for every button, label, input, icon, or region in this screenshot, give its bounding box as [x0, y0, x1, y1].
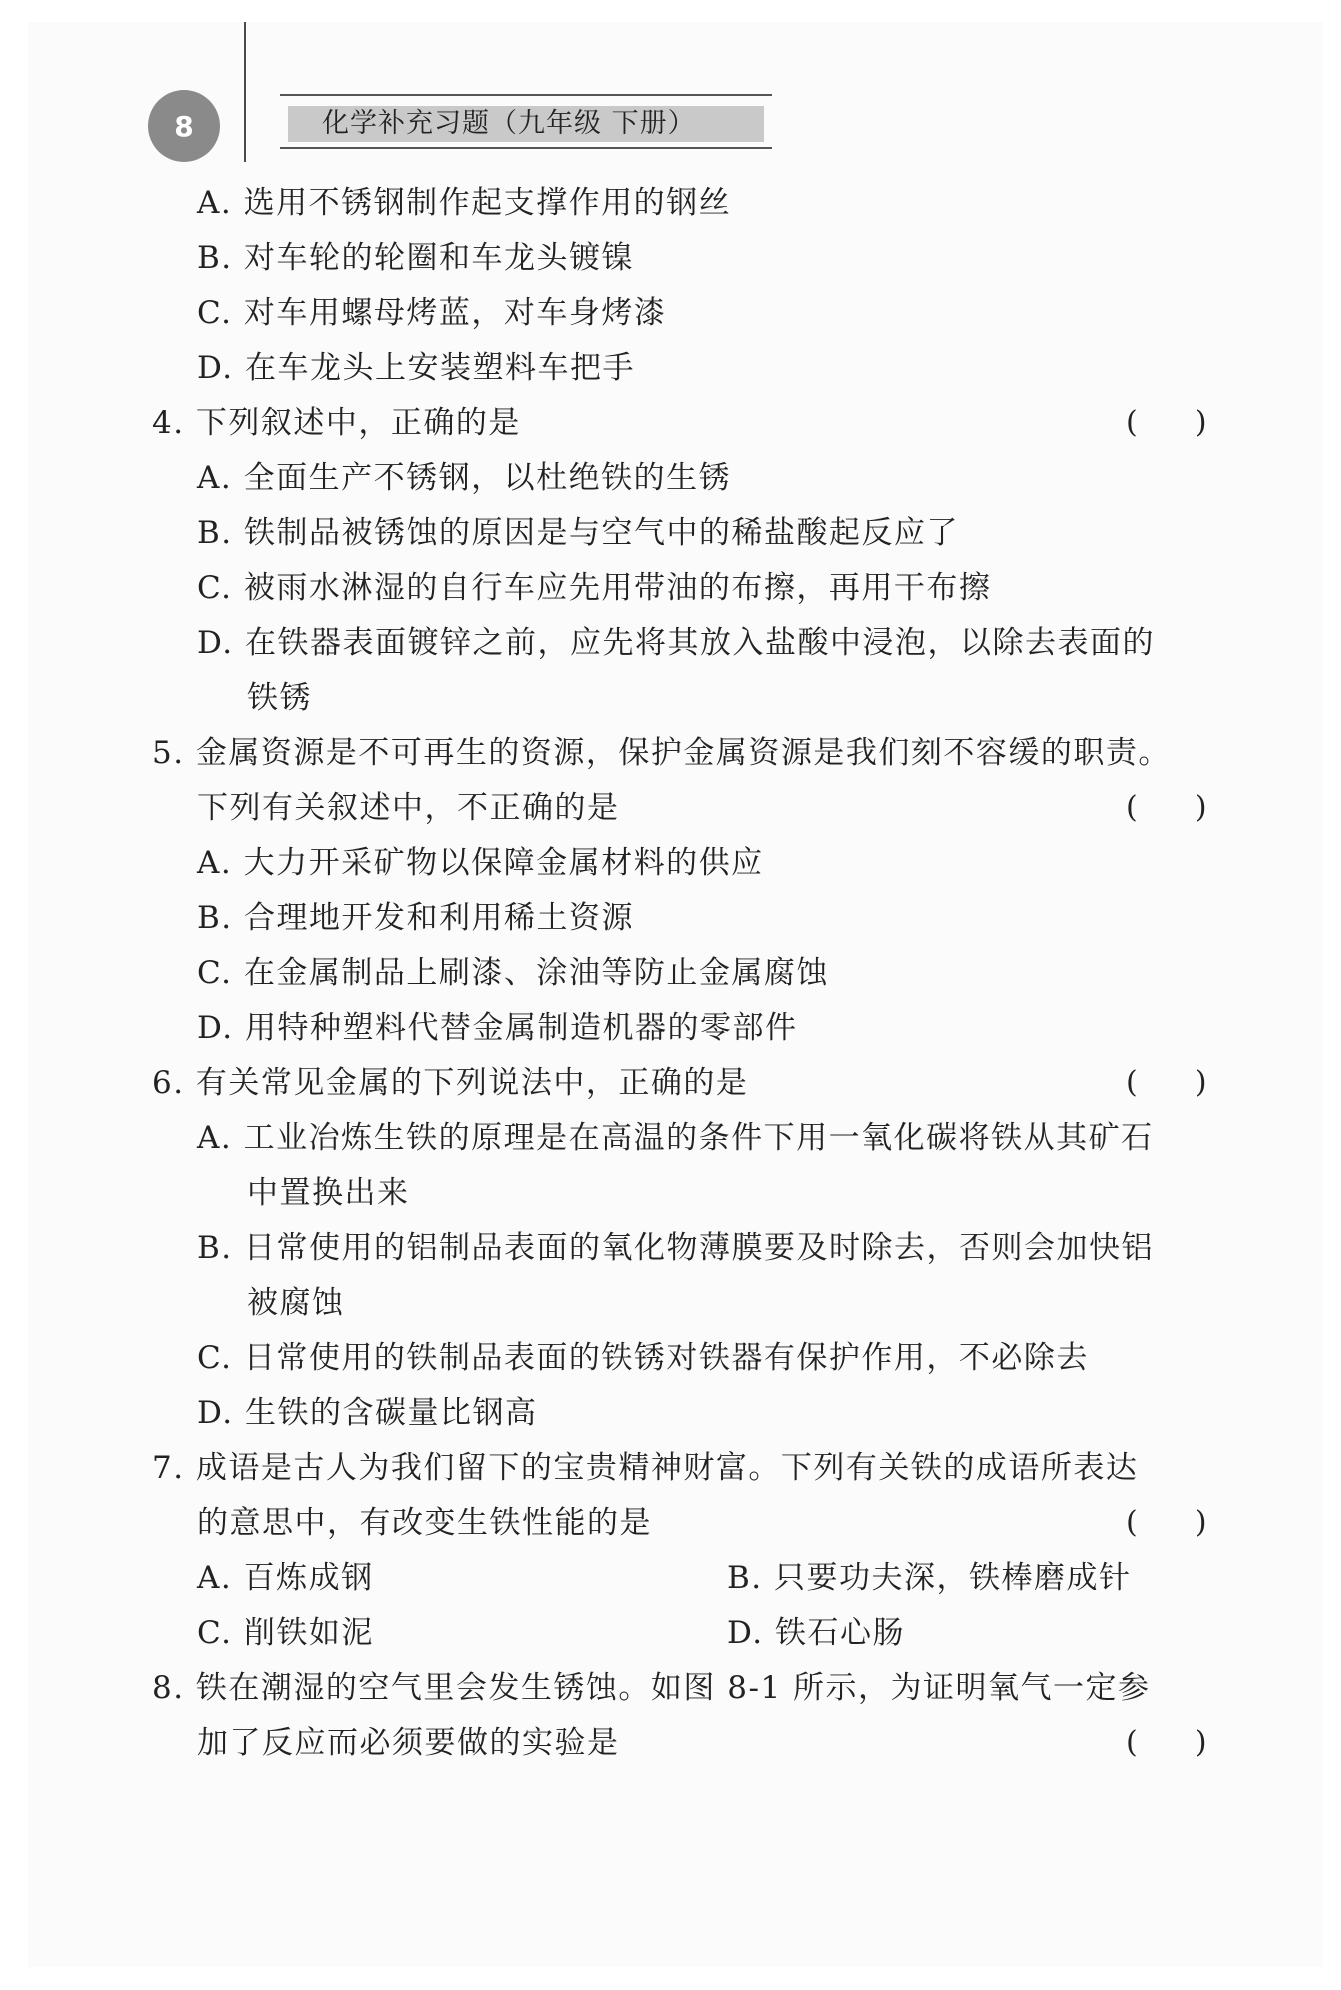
- q8-stem-line1: 8. 铁在潮湿的空气里会发生锈蚀。如图 8-1 所示，为证明氧气一定参: [152, 1670, 1151, 1706]
- q4-option-d-line2: 铁锈: [247, 680, 312, 716]
- q6-option-b-line2: 被腐蚀: [247, 1285, 345, 1321]
- q6-option-b-line1: B. 日常使用的铝制品表面的氧化物薄膜要及时除去，否则会加快铝: [197, 1230, 1154, 1266]
- header-rule-top: [280, 94, 772, 96]
- q6-option-d: D. 生铁的含碳量比钢高: [197, 1395, 538, 1431]
- q7-option-a: A. 百炼成钢: [197, 1560, 374, 1596]
- q6-answer-blank: ( ): [1126, 1065, 1207, 1100]
- margin-rule: [244, 22, 246, 162]
- q3-option-b: B. 对车轮的轮圈和车龙头镀镍: [197, 240, 634, 276]
- q6-option-a-line1: A. 工业冶炼生铁的原理是在高温的条件下用一氧化碳将铁从其矿石: [197, 1120, 1154, 1156]
- q8-answer-blank: ( ): [1126, 1725, 1207, 1760]
- q5-option-a: A. 大力开采矿物以保障金属材料的供应: [197, 845, 764, 881]
- q4-option-b: B. 铁制品被锈蚀的原因是与空气中的稀盐酸起反应了: [197, 515, 959, 551]
- q7-option-c: C. 削铁如泥: [197, 1615, 374, 1651]
- q4-option-d-line1: D. 在铁器表面镀锌之前，应先将其放入盐酸中浸泡，以除去表面的: [197, 625, 1155, 661]
- q7-answer-blank: ( ): [1126, 1505, 1207, 1540]
- q7-stem-line1: 7. 成语是古人为我们留下的宝贵精神财富。下列有关铁的成语所表达: [152, 1450, 1139, 1486]
- q6-stem: 6. 有关常见金属的下列说法中，正确的是: [152, 1065, 749, 1101]
- q4-answer-blank: ( ): [1126, 405, 1207, 440]
- q7-stem-line2: 的意思中，有改变生铁性能的是: [197, 1505, 652, 1541]
- q5-option-c: C. 在金属制品上刷漆、涂油等防止金属腐蚀: [197, 955, 829, 991]
- q7-option-d: D. 铁石心肠: [727, 1615, 905, 1651]
- q5-stem-line1: 5. 金属资源是不可再生的资源，保护金属资源是我们刻不容缓的职责。: [152, 735, 1171, 771]
- q5-option-d: D. 用特种塑料代替金属制造机器的零部件: [197, 1010, 798, 1046]
- running-header-title: 化学补充习题（九年级 下册）: [288, 106, 764, 142]
- q4-option-a: A. 全面生产不锈钢，以杜绝铁的生锈: [197, 460, 732, 496]
- q5-answer-blank: ( ): [1126, 790, 1207, 825]
- q8-stem-line2: 加了反应而必须要做的实验是: [197, 1725, 620, 1761]
- header-rule-bottom: [280, 147, 772, 149]
- q5-stem-line2: 下列有关叙述中，不正确的是: [197, 790, 620, 826]
- q7-option-b: B. 只要功夫深，铁棒磨成针: [727, 1560, 1132, 1596]
- q3-option-a: A. 选用不锈钢制作起支撑作用的钢丝: [197, 185, 732, 221]
- q3-option-c: C. 对车用螺母烤蓝，对车身烤漆: [197, 295, 667, 331]
- q3-option-d: D. 在车龙头上安装塑料车把手: [197, 350, 635, 386]
- q4-option-c: C. 被雨水淋湿的自行车应先用带油的布擦，再用干布擦: [197, 570, 992, 606]
- q6-option-c: C. 日常使用的铁制品表面的铁锈对铁器有保护作用，不必除去: [197, 1340, 1089, 1376]
- q5-option-b: B. 合理地开发和利用稀土资源: [197, 900, 634, 936]
- q4-stem: 4. 下列叙述中，正确的是: [152, 405, 521, 441]
- page-number-badge: 8: [148, 90, 220, 162]
- q6-option-a-line2: 中置换出来: [247, 1175, 410, 1211]
